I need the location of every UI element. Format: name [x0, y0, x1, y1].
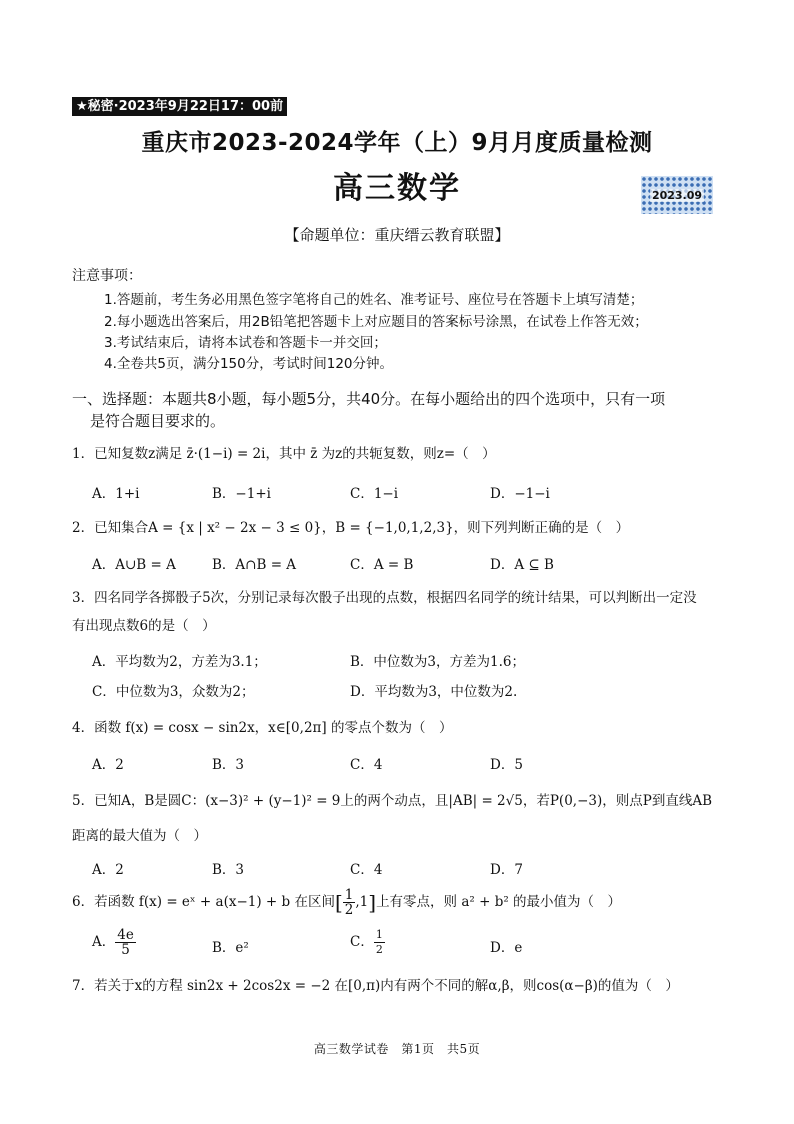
- question-1-stem: 1．已知复数z满足 z̄·(1−i) = 2i，其中 z̄ 为z的共轭复数，则z=（ ）: [72, 446, 496, 462]
- notes-heading: 注意事项：: [72, 268, 142, 284]
- q6-interval-rest: ,1: [355, 894, 369, 910]
- option-fraction: [115, 928, 136, 957]
- exam-title: 重庆市2023-2024学年（上）9月月度质量检测: [141, 130, 653, 156]
- question-5-stem: 5．已知A，B是圆C：(x−3)² + (y−1)² = 9上的两个动点，且|AB| = 2√5，若P(0,−3)，则点P到直线AB: [72, 793, 712, 809]
- q2-option-b: B．A∩B = A: [212, 557, 297, 573]
- q5-option-d: D．7: [490, 862, 523, 878]
- q4-option-d: D．5: [490, 757, 523, 773]
- q4-option-c: C．4: [350, 757, 383, 773]
- q6-option-b: B．e²: [212, 940, 249, 956]
- option-label: C．: [350, 934, 374, 950]
- q1-option-c: C．1−i: [350, 486, 399, 502]
- q6-option-a: [92, 928, 136, 957]
- question-2-stem: 2．已知集合A = {x | x² − 2x − 3 ≤ 0}，B = {−1,0,1,2,3}，则下列判断正确的是（ ）: [72, 520, 630, 536]
- q3-option-c: C．中位数为3，众数为2；: [92, 684, 255, 700]
- q1-option-b: B．−1+i: [212, 486, 271, 502]
- option-label: A．: [92, 934, 116, 950]
- date-badge: [641, 176, 713, 214]
- q3-option-a: A．平均数为2，方差为3.1；: [92, 654, 267, 670]
- q4-option-a: A．2: [92, 757, 124, 773]
- fraction-denominator: 5: [121, 942, 130, 958]
- secret-notice: ★秘密·2023年9月22日17：00前: [72, 97, 287, 116]
- q1-option-d: D．−1−i: [490, 486, 550, 502]
- date-badge-text: 2023.09: [651, 188, 703, 202]
- q1-option-a: A．1+i: [92, 486, 140, 502]
- q5-option-b: B．3: [212, 862, 245, 878]
- question-3-stem-cont: 有出现点数6的是（ ）: [72, 618, 216, 634]
- q3-option-b: B．中位数为3，方差为1.6；: [350, 654, 525, 670]
- fraction-denominator: 2: [344, 902, 354, 918]
- subject-title: 高三数学: [333, 171, 461, 206]
- fraction-numerator: 1: [375, 928, 383, 941]
- page-footer: 高三数学试卷 第1页 共5页: [313, 1042, 481, 1056]
- note-item: 2.每小题选出答案后，用2B铅笔把答题卡上对应题目的答案标号涂黑，在试卷上作答无效；: [104, 314, 648, 330]
- question-5-stem-cont: 距离的最大值为（ ）: [72, 828, 207, 844]
- note-item: 3.考试结束后，请将本试卷和答题卡一并交回；: [104, 335, 387, 351]
- option-fraction: [374, 928, 385, 957]
- q6-stem-pre: 6．若函数 f(x) = eˣ + a(x−1) + b 在区间: [72, 894, 335, 910]
- q5-option-a: A．2: [92, 862, 124, 878]
- q6-stem-post: 上有零点，则 a² + b² 的最小值为（ ）: [376, 894, 622, 910]
- question-4-stem: 4．函数 f(x) = cosx − sin2x，x∈[0,2π] 的零点个数为（ ）: [72, 720, 453, 736]
- fraction-numerator: 1: [344, 887, 354, 903]
- q2-option-d: D．A ⊆ B: [490, 557, 554, 573]
- section-line: 一、选择题：本题共8小题，每小题5分，共40分。在每小题给出的四个选项中，只有一项: [72, 390, 666, 408]
- q6-option-d: D．e: [490, 940, 523, 956]
- q6-interval-fraction: [343, 888, 356, 917]
- fraction-numerator: 4e: [117, 927, 134, 943]
- question-6-stem: [72, 888, 621, 917]
- bracket-open: [: [334, 890, 343, 915]
- q2-option-a: A．A∪B = A: [92, 557, 176, 573]
- fraction-denominator: 2: [375, 943, 383, 956]
- q6-option-c: [350, 928, 385, 957]
- bracket-close: ]: [368, 890, 377, 915]
- question-7-stem: 7．若关于x的方程 sin2x + 2cos2x = −2 在[0,π)内有两个不同的解α,β，则cos(α−β)的值为（ ）: [72, 978, 679, 994]
- note-item: 1.答题前，考生务必用黑色签字笔将自己的姓名、准考证号、座位号在答题卡上填写清楚；: [104, 292, 644, 308]
- section-heading: [72, 388, 732, 432]
- section-line: 是符合题目要求的。: [90, 412, 226, 430]
- q5-option-c: C．4: [350, 862, 383, 878]
- q2-option-c: C．A = B: [350, 557, 414, 573]
- issuer-line: 【命题单位：重庆缙云教育联盟】: [284, 226, 510, 244]
- q4-option-b: B．3: [212, 757, 245, 773]
- q3-option-d: D．平均数为3，中位数为2.: [350, 684, 518, 700]
- note-item: 4.全卷共5页，满分150分，考试时间120分钟。: [104, 356, 394, 372]
- question-3-stem: 3．四名同学各掷骰子5次，分别记录每次骰子出现的点数，根据四名同学的统计结果，可以判断出一定没: [72, 590, 697, 606]
